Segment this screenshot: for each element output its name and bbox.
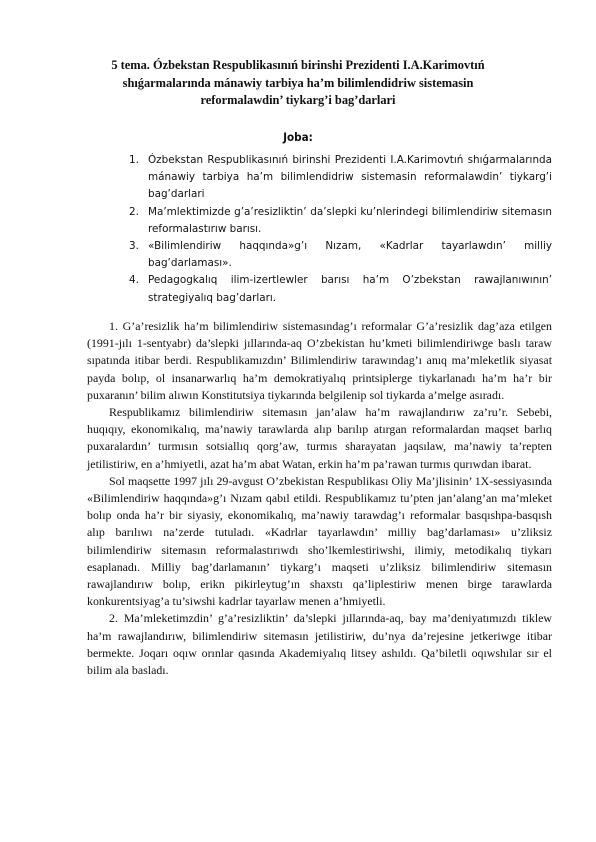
list-item-text: «Bilimlendiriw haqqında»g’ı Nızam, «Kadrlar tayarlawdın’ milliy bag’darlaması». [148,240,552,270]
document-title: 5 tema. Ózbekstan Respublikasınıń birinshi Prezidenti I.A.Karimovtıń shıǵarmalarında mánawiy tarbiya ha’m bilimlendidriw sistemasin reformalawdin’ tiykarg’i bag’darlari [111,58,485,107]
list-item-text: Pedagogkalıq ilim-izertlewler barısı ha’m O’zbekstan rawajlanıwının’ strategiyalıq bag’darları. [148,274,552,304]
list-item [129,152,552,204]
plan-heading: Joba: [283,130,313,144]
list-item-number: 4. [129,274,139,287]
document-body [87,318,552,679]
list-item-number: 2. [129,205,139,218]
list-item-number: 1. [129,154,139,166]
list-item [129,238,552,272]
plan-list [129,152,552,307]
list-item [129,272,552,306]
body-paragraph: Respublikamız bilimlendiriw sitemasın jan’alaw ha’m rawajlandırıw za’ru’r. Sebebi, huqıqıy, ekonomikalıq, ma’nawiy tarawlarda alıp barılıp atırgan reformalardan maqset barlıq puxaralardın’ turmısın sotsiallıq qorg’aw, turmıs sharayatan jaqsılaw, ma’nawiy ta’repten jetilistiriw, en a’hmiyetli, azat ha’m abat Watan, erkin ha’m pa’rawan turmıs qurıwdan ibarat. [87,405,552,471]
list-item-text: Ma’mlektimizde g’a’resizliktin’ da’slepki ku’nlerindegi bilimlendiriw sitemasın reformalastırıw barısı. [148,205,552,235]
list-item-text: Ózbekstan Respublikasınıń birinshi Prezidenti I.A.Karimovtıń shıǵarmalarında mánawiy tarbiya ha’m bilimlendidriw sistemasin reformalawdin’ tiykarg’i bag’darlari [148,154,552,201]
list-item [129,204,552,238]
list-item-number: 3. [129,240,139,253]
body-paragraph: Sol maqsette 1997 jılı 29-avgust O’zbekistan Respublikası Oliy Ma’jlisinin’ 1X-sessiyasında «Bilimlendiriw haqqında»g’ı Nızam qabıl etildi. Respublikamız tu’pten jan’alang’an ma’mleket bolıp onda ha’r bir siyasiy, ekonomikalıq, ma’nawiy tarawdag’ı reformalar basqıshpa-basqısh alıp barılıwı na’zerde tutuladı. «Kadrlar tayarlawdın’ milliy bag’darlaması» u’zliksiz bilimlendiriw sitemasın reformalastırıwdı sho’lkemlestiriwshi, ilimiy, metodikalıq tiykarı esaplanadı. Milliy bag’darlamanın’ tiykarg’ı maqseti u’zliksiz bilimlendiriw sitemasın rawajlandırıw bolıp, erikn pikirleytug’ın shaxstı qa’liplestiriw menen birge tarawlarda konkurentsiyag’a tu’siwshi kadrlar tayarlaw menen a’hmiyetli. [87,473,552,609]
body-paragraph: 1. G’a’resizlik ha’m bilimlendiriw sistemasındag’ı reformalar G’a’resizlik dag’aza etilgen (1991-jılı 1-sentyabr) da’slepki jıllarında-aq O’zbekistan hu’kmeti bilimlendiriwge baslı taraw sıpatında itibar berdi. Respublikamızdın’ Bilimlendiriw tarawındag’ı anıq ma’mleketlik siyasat payda bolıp, ol insanarwarlıq ha’m demokratiyalıq printsiplerge tiykarlanadı ha’m ha’r bir puxaranın’ bilim alıwın Konstitutsiya tiykarında belgilenip sol tiykarda a’melge asıradı. [87,319,552,402]
body-paragraph: 2. Ma’mleketimzdin’ g’a’resizliktin’ da’slepki jıllarında-aq, bay ma’deniyatımızdı tiklew ha’m rawajlandırıw, bilimlendiriw sitemasın jetilistiriw, du’nya da’rejesine jetkeriwge itibar bermekte. Joqarı oqıw orınlar qasında Akademiyalıq litsey ashıldı. Qa’biletli oqıwshılar sır el bilim ala basladı. [87,611,552,678]
